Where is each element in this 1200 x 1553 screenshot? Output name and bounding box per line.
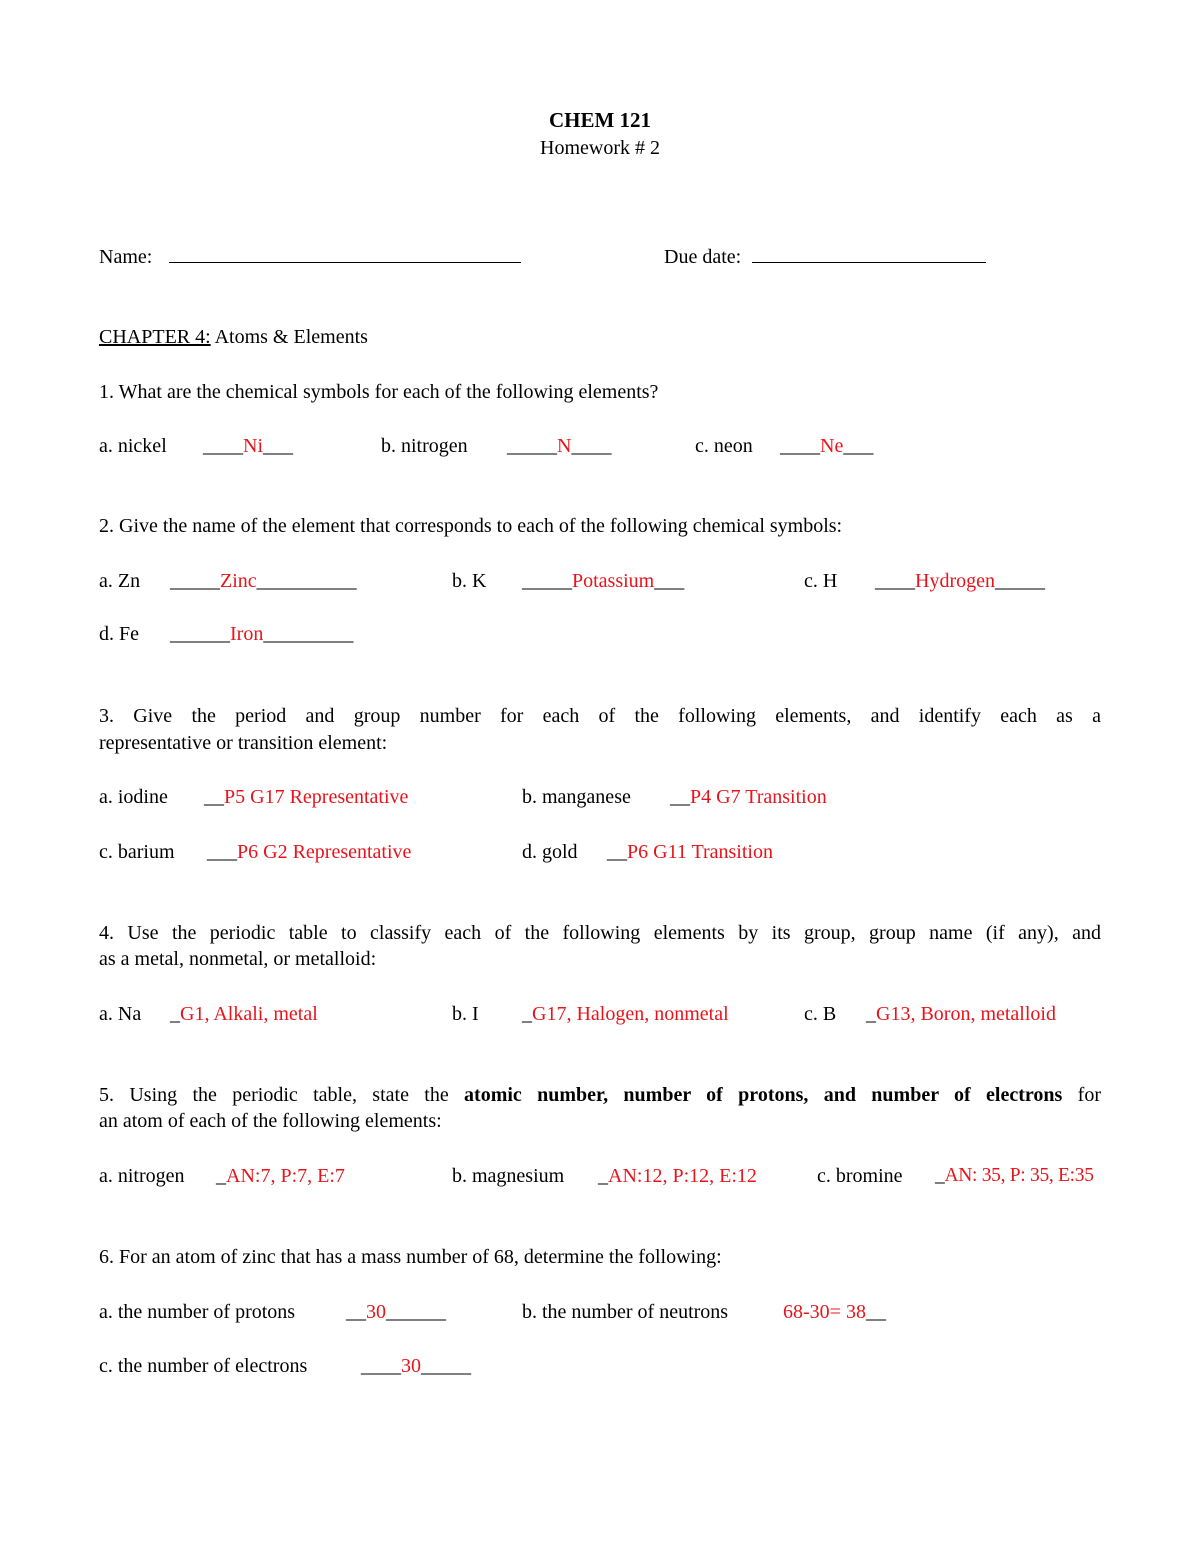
answer-blank: ____: [203, 435, 243, 457]
prompt-bold-text: atomic number, number of protons, and number of electrons: [464, 1084, 1063, 1106]
item-label: b. K: [452, 570, 487, 592]
answer-text: Zinc: [220, 570, 257, 592]
answer-text: G17, Halogen, nonmetal: [532, 1003, 729, 1025]
q5-answer-c: [935, 1164, 1094, 1188]
answer-blank: ____: [780, 435, 820, 457]
answer-text: AN:12, P:12, E:12: [608, 1165, 757, 1187]
item-label: c. B: [804, 1003, 837, 1025]
q1-item-b: [381, 434, 468, 458]
q3-answer-a: [204, 785, 408, 809]
answer-blank: _____: [507, 435, 557, 457]
name-label: Name:: [99, 246, 153, 268]
item-label: a. Na: [99, 1003, 142, 1025]
chapter-heading: [99, 325, 368, 349]
item-label: c. H: [804, 570, 838, 592]
q3-item-b: [522, 785, 631, 809]
answer-text: 30: [366, 1301, 386, 1323]
answer-blank: ______: [386, 1301, 446, 1323]
chapter-label: CHAPTER 4:: [99, 326, 211, 348]
answer-text: AN:7, P:7, E:7: [226, 1165, 345, 1187]
answer-blank: ___: [654, 570, 685, 592]
q1-answer-b: [507, 434, 611, 458]
due-date-label: Due date:: [664, 246, 742, 268]
name-field[interactable]: [169, 244, 521, 263]
q6-item-b: [522, 1300, 728, 1324]
q5-item-c: [817, 1164, 903, 1188]
answer-blank: _____: [522, 570, 572, 592]
answer-text: Iron: [230, 623, 264, 645]
question-3-prompt-line-2: representative or transition element:: [99, 732, 388, 754]
item-label: d. Fe: [99, 623, 139, 645]
answer-text: G1, Alkali, metal: [180, 1003, 318, 1025]
assignment-title: Homework # 2: [540, 137, 660, 159]
answer-text: P6 G2 Representative: [237, 841, 412, 863]
question-4-prompt-line-1: 4. Use the periodic table to classify each of the following elements by its group, group name (if any), and: [99, 922, 1101, 944]
answer-text: Hydrogen: [915, 570, 995, 592]
item-label: c. the number of electrons: [99, 1355, 308, 1377]
answer-blank: __: [607, 841, 627, 863]
answer-blank: _____: [170, 570, 220, 592]
q3-item-c: [99, 840, 175, 864]
answer-blank: __: [670, 786, 690, 808]
answer-blank: _: [598, 1165, 608, 1187]
answer-text: 30: [401, 1355, 421, 1377]
question-2-prompt: 2. Give the name of the element that corresponds to each of the following chemical symbols:: [99, 515, 843, 537]
q6-item-c: [99, 1354, 307, 1378]
answer-blank: _: [935, 1165, 945, 1186]
q4-answer-c: [866, 1002, 1056, 1026]
q2-item-c: [804, 569, 837, 593]
answer-blank: __: [865, 1301, 886, 1323]
answer-blank: _: [216, 1165, 226, 1187]
answer-blank: ___: [207, 841, 237, 863]
answer-text: N: [557, 435, 572, 457]
q1-answer-a: [203, 434, 293, 458]
answer-text: P5 G17 Representative: [224, 786, 409, 808]
q1-item-c: [695, 434, 753, 458]
item-label: a. nickel: [99, 435, 167, 457]
answer-blank: __: [204, 786, 224, 808]
item-label: a. the number of protons: [99, 1301, 296, 1323]
prompt-text: 5. Using the periodic table, state the: [99, 1084, 465, 1106]
q2-answer-d: [170, 622, 353, 646]
prompt-text: for: [1062, 1084, 1101, 1106]
answer-blank: ___: [843, 435, 874, 457]
item-label: b. I: [452, 1003, 479, 1025]
answer-text: 68-30= 38: [783, 1301, 866, 1323]
answer-blank: _: [866, 1003, 876, 1025]
q6-item-a: [99, 1300, 295, 1324]
q2-item-a: [99, 569, 140, 593]
q4-answer-b: [522, 1002, 729, 1026]
q2-answer-a: [170, 569, 357, 593]
q6-answer-c: [361, 1354, 471, 1378]
answer-blank: ____: [571, 435, 612, 457]
answer-blank: _________: [263, 623, 354, 645]
answer-blank: ___: [263, 435, 293, 457]
q6-answer-a: [346, 1300, 446, 1324]
name-row: [99, 244, 521, 269]
q3-answer-c: [207, 840, 411, 864]
answer-blank: _: [522, 1003, 532, 1025]
item-label: b. manganese: [522, 786, 631, 808]
course-title: CHEM 121: [548, 108, 652, 132]
due-date-field[interactable]: [752, 244, 986, 263]
item-label: c. barium: [99, 841, 175, 863]
q2-answer-b: [522, 569, 684, 593]
item-label: c. neon: [695, 435, 753, 457]
q5-item-b: [452, 1164, 564, 1188]
answer-text: Ne: [820, 435, 844, 457]
answer-text: AN: 35, P: 35, E:35: [944, 1165, 1094, 1186]
q6-answer-b: [783, 1300, 886, 1324]
q3-item-a: [99, 785, 168, 809]
due-date-row: [664, 244, 986, 269]
answer-text: Potassium: [572, 570, 655, 592]
q4-item-a: [99, 1002, 141, 1026]
answer-blank: ______: [170, 623, 230, 645]
q4-answer-a: [170, 1002, 318, 1026]
question-5-prompt-line-2: an atom of each of the following elements:: [99, 1110, 442, 1132]
answer-text: G13, Boron, metalloid: [876, 1003, 1056, 1025]
q4-item-c: [804, 1002, 836, 1026]
item-label: a. iodine: [99, 786, 168, 808]
answer-blank: _: [170, 1003, 180, 1025]
q1-answer-c: [780, 434, 873, 458]
answer-text: P4 G7 Transition: [690, 786, 827, 808]
answer-blank: __: [346, 1301, 366, 1323]
item-label: d. gold: [522, 841, 578, 863]
chapter-title: Atoms & Elements: [210, 326, 368, 348]
item-label: b. nitrogen: [381, 435, 468, 457]
answer-blank: __________: [256, 570, 357, 592]
q5-answer-a: [216, 1164, 345, 1188]
answer-text: Ni: [243, 435, 263, 457]
question-4-prompt-line-2: as a metal, nonmetal, or metalloid:: [99, 948, 377, 970]
q2-item-d: [99, 622, 139, 646]
answer-blank: _____: [994, 570, 1045, 592]
question-3-prompt-line-1: 3. Give the period and group number for each of the following elements, and identify each as a: [99, 705, 1101, 727]
q3-item-d: [522, 840, 578, 864]
item-label: b. magnesium: [452, 1165, 565, 1187]
q4-item-b: [452, 1002, 479, 1026]
q3-answer-d: [607, 840, 773, 864]
question-1-prompt: 1. What are the chemical symbols for each of the following elements?: [99, 381, 659, 403]
answer-blank: _____: [421, 1355, 471, 1377]
q5-answer-b: [598, 1164, 757, 1188]
q3-answer-b: [670, 785, 827, 809]
item-label: a. Zn: [99, 570, 141, 592]
question-5-prompt-line-1: [99, 1082, 1101, 1109]
answer-blank: ____: [361, 1355, 401, 1377]
item-label: a. nitrogen: [99, 1165, 185, 1187]
q5-item-a: [99, 1164, 185, 1188]
item-label: b. the number of neutrons: [522, 1301, 729, 1323]
q2-answer-c: [875, 569, 1045, 593]
item-label: c. bromine: [817, 1165, 903, 1187]
answer-text: P6 G11 Transition: [627, 841, 773, 863]
q2-item-b: [452, 569, 486, 593]
q1-item-a: [99, 434, 167, 458]
answer-blank: ____: [875, 570, 915, 592]
question-6-prompt: 6. For an atom of zinc that has a mass number of 68, determine the following:: [99, 1246, 722, 1268]
